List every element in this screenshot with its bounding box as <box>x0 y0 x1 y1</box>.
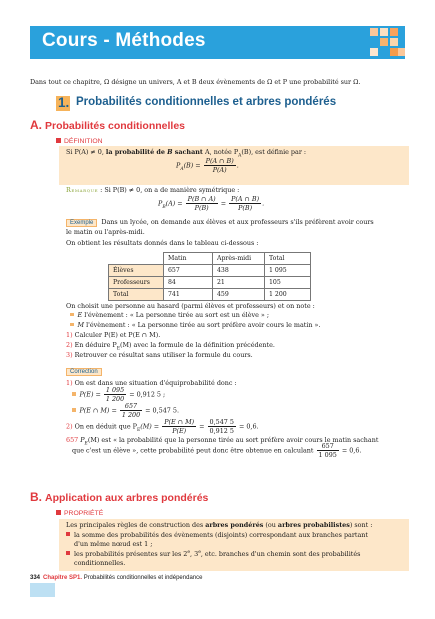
exemple-line-2: le matin ou l'après-midi. <box>66 228 145 236</box>
question-3: 3) Retrouver ce résultat sans utiliser la formule du cours. <box>66 351 253 359</box>
remarque-line: Remarque : Si P(B) ≠ 0, on a de manière symétrique : <box>66 186 240 194</box>
subsection-b-heading <box>30 490 208 504</box>
propriete-intro: Les principales règles de construction des arbres pondérés (ou arbres probabilistes) sont : <box>66 521 373 529</box>
table-header: Total <box>265 253 311 265</box>
subsection-a-letter: A. <box>30 118 42 132</box>
section-number: 1. <box>58 95 70 110</box>
remarque-formula: $P_B(A)$ = $\frac{P(B \cap A)}{P(B)}$ = $\frac{P(A \cap B)}{P(B)}$ . <box>158 195 265 212</box>
exemple-line-1: Exemple Dans un lycée, on demande aux élèves et aux professeurs s'ils préfèrent avoir cours <box>66 218 374 227</box>
correction-pem: P(E ∩ M) = $\frac{657}{1 200}$ = 0,547 5. <box>72 402 179 419</box>
table-row: Total 741 459 1 200 <box>109 289 311 301</box>
footer-bar <box>30 583 55 597</box>
intro-text: Dans tout ce chapitre, Ω désigne un univers, A et B deux évènements de Ω et P une probabilité sur Ω. <box>30 78 361 86</box>
exemple-line-3: On obtient les résultats donnés dans le tableau ci-dessous : <box>66 239 259 247</box>
footer-chapter: Chapitre SP1. <box>43 575 83 581</box>
table-row: Professeurs 84 21 105 <box>109 277 311 289</box>
definition-formula: $P_A(B)$ = $\frac{P(A \cap B)}{P(A)}$ . <box>176 157 239 174</box>
bullet-icon <box>66 551 70 555</box>
bullet-icon <box>70 323 74 327</box>
results-table <box>108 252 311 301</box>
bullet-icon <box>70 313 74 317</box>
square-bullet-icon <box>56 138 61 143</box>
fraction: $\frac{P(A \cap B)}{P(A)}$ <box>205 157 234 174</box>
correction-1: 1) On est dans une situation d'équiprobabilité donc : <box>66 379 237 387</box>
remarque-label: Remarque <box>66 186 99 194</box>
subsection-a-title: Probabilités conditionnelles <box>45 120 186 132</box>
propriete-item-1-cont: d'un même nœud est 1 ; <box>74 540 153 548</box>
bullet-icon <box>66 532 70 536</box>
correction-pe: P(E) = $\frac{1 095}{1 200}$ = 0,912 5 ; <box>72 386 165 403</box>
definition-line: Si P(A) ≠ 0, la probabilité de B sachant A, notée $P_A(B)$, est définie par : <box>66 148 307 159</box>
correction-3-line-2: que c'est un élève », cette probabilité peut donc être obtenue en calculant $\frac{657}{1 095}$ = 0,6. <box>72 442 362 459</box>
question-2: 2) En déduire $P_E(M)$ avec la formule de la définition précédente. <box>66 341 275 352</box>
propriete-item-2-cont: conditionnelles. <box>74 559 126 567</box>
page-footer <box>30 575 202 581</box>
footer-title: Probabilités conditionnelles et indépendance <box>83 575 203 581</box>
banner-title: Cours - Méthodes <box>42 30 206 51</box>
definition-tag: DÉFINITION <box>56 138 103 145</box>
correction-label: Correction <box>66 368 102 376</box>
definition-event-e: E l'évènement : « La personne tirée au sort est un élève » ; <box>70 311 269 319</box>
correction-3-line-1: 657 $P_E(M)$ est « la probabilité que la personne tirée au sort préfère avoir cours le matin sachant <box>66 436 379 447</box>
table-row: Élèves 657 438 1 095 <box>109 265 311 277</box>
question-intro: On choisit une personne au hasard (parmi élèves et professeurs) et on note : <box>66 302 315 310</box>
bullet-icon <box>72 392 76 396</box>
section-title: Probabilités conditionnelles et arbres pondérés <box>76 96 337 108</box>
propriete-tag: PROPRIÉTÉ <box>56 510 103 517</box>
bullet-icon <box>72 408 76 412</box>
table-header: Après-midi <box>213 253 265 265</box>
table-header-row <box>109 253 311 265</box>
subsection-a-heading <box>30 118 185 132</box>
chapter-banner <box>30 26 405 59</box>
table-header: Matin <box>164 253 213 265</box>
propriete-item-1: la somme des probabilités des évènements (disjoints) correspondant aux branches partant <box>66 531 368 539</box>
correction-2: 2) On en déduit que $P_E(M)$ = $\frac{P(E \cap M)}{P(E)}$ = $\frac{0,547 5}{0,912 5}$ = 0,6. <box>66 418 259 435</box>
subsection-b-title: Application aux arbres pondérés <box>45 492 209 504</box>
propriete-item-2: les probabilités présentes sur les 2e, 3e, etc. branches d'un chemin sont des probabilités <box>66 550 360 558</box>
exemple-label: Exemple <box>66 219 97 227</box>
subsection-b-letter: B. <box>30 490 42 504</box>
definition-event-m: M l'évènement : « La personne tirée au sort préfère avoir cours le matin ». <box>70 321 321 329</box>
square-bullet-icon <box>56 510 61 515</box>
question-1: 1) Calculer P(E) et P(E ∩ M). <box>66 331 161 339</box>
page-number: 334 <box>30 575 41 581</box>
